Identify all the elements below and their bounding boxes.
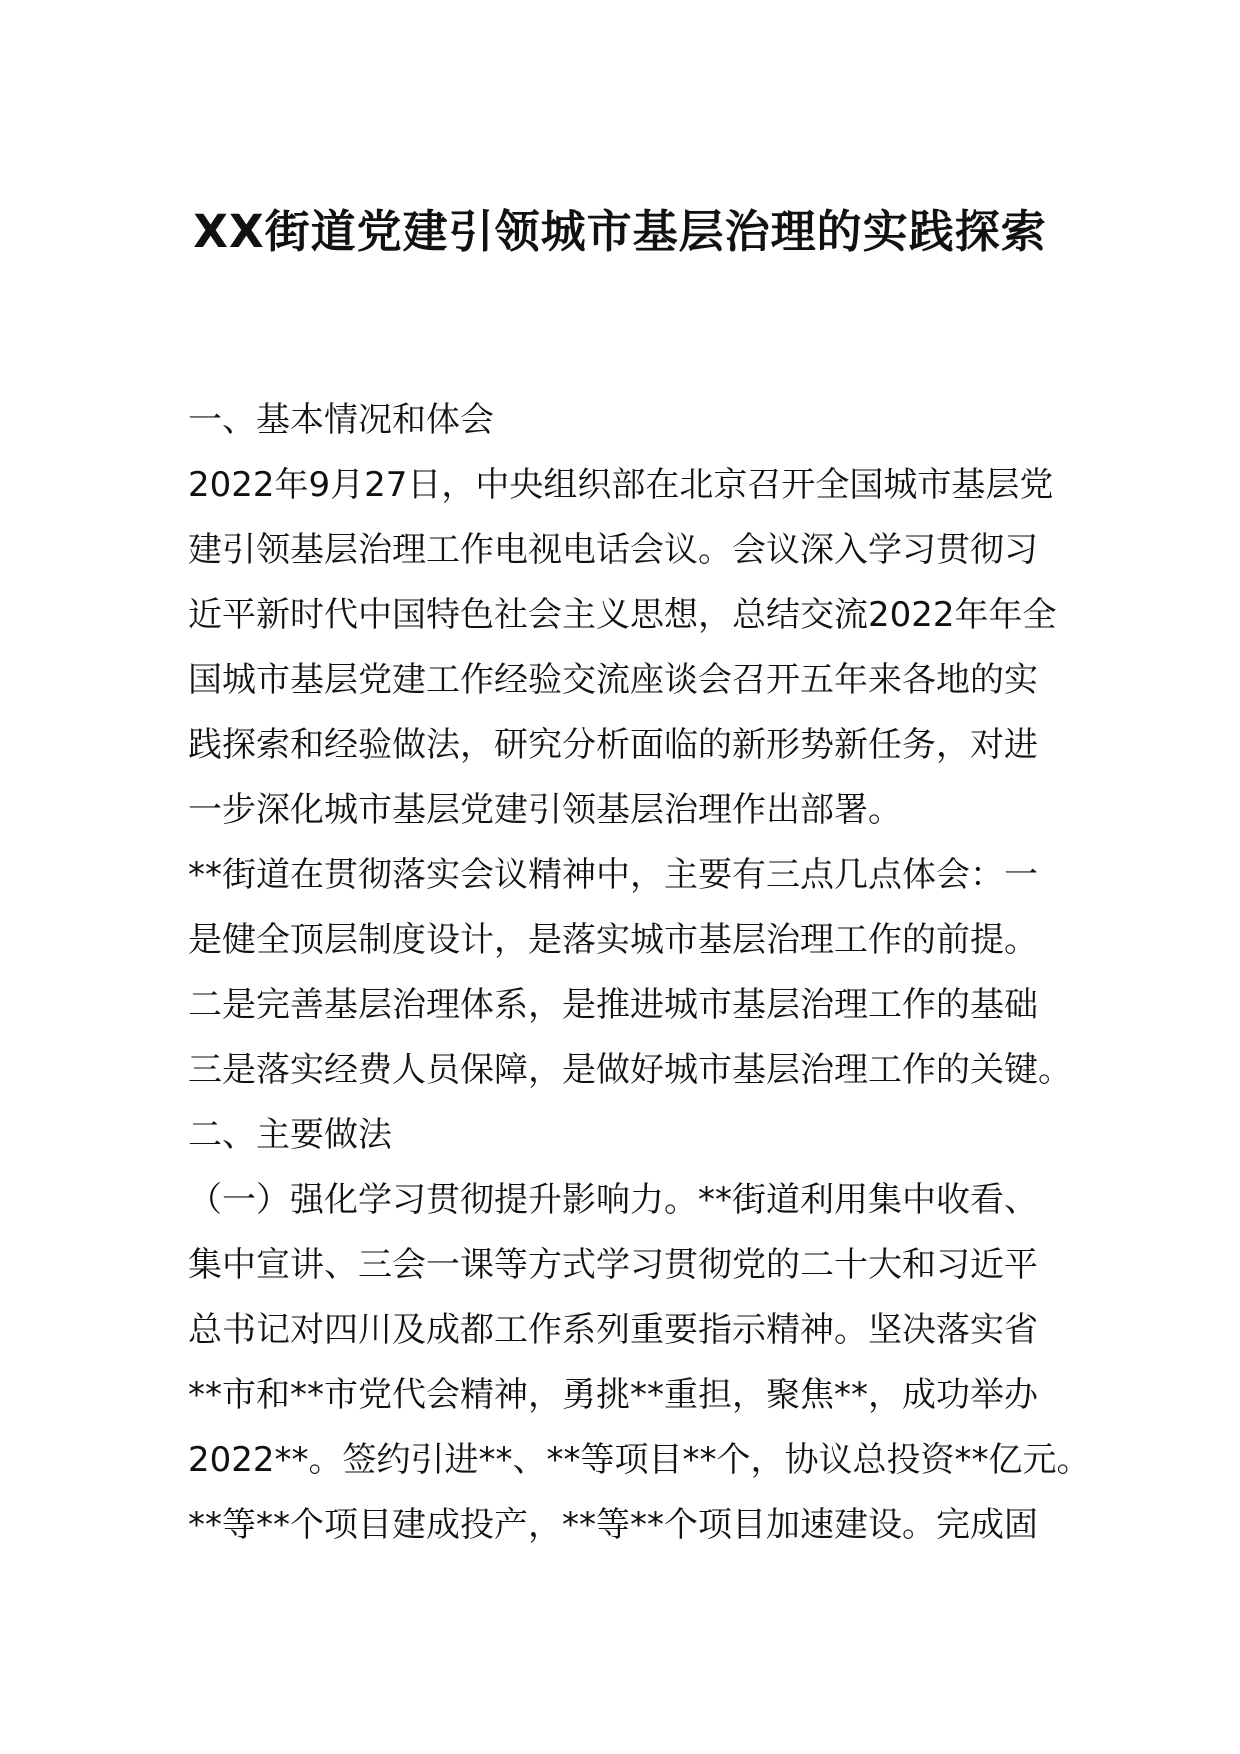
body-line: **街道在贯彻落实会议精神中，主要有三点几点体会：一	[188, 855, 1038, 895]
body-line: 三是落实经费人员保障，是做好城市基层治理工作的关键。	[188, 1050, 1072, 1090]
section-heading-1: 一、基本情况和体会	[188, 400, 494, 440]
body-line: 建引领基层治理工作电视电话会议。会议深入学习贯彻习	[188, 530, 1038, 570]
body-line: 国城市基层党建工作经验交流座谈会召开五年来各地的实	[188, 660, 1038, 700]
body-line: 二是完善基层治理体系，是推进城市基层治理工作的基础	[188, 985, 1038, 1025]
body-line: 近平新时代中国特色社会主义思想，总结交流2022年年全	[188, 595, 1057, 635]
body-line: 2022年9月27日，中央组织部在北京召开全国城市基层党	[188, 465, 1054, 505]
section-heading-2: 二、主要做法	[188, 1115, 392, 1155]
body-line: 总书记对四川及成都工作系列重要指示精神。坚决落实省	[188, 1310, 1038, 1350]
document-body	[188, 388, 1091, 1558]
body-line: 2022**。签约引进**、**等项目**个，协议总投资**亿元。	[188, 1440, 1091, 1480]
body-line: **等**个项目建成投产，**等**个项目加速建设。完成固	[188, 1505, 1038, 1545]
body-line: **市和**市党代会精神，勇挑**重担，聚焦**，成功举办	[188, 1375, 1038, 1415]
body-line: 一步深化城市基层党建引领基层治理作出部署。	[188, 790, 902, 830]
body-line: 集中宣讲、三会一课等方式学习贯彻党的二十大和习近平	[188, 1245, 1038, 1285]
body-line: 践探索和经验做法，研究分析面临的新形势新任务，对进	[188, 725, 1038, 765]
document-title: XX街道党建引领城市基层治理的实践探索	[193, 205, 1047, 258]
body-line: 是健全顶层制度设计，是落实城市基层治理工作的前提。	[188, 920, 1038, 960]
body-line: （一）强化学习贯彻提升影响力。**街道利用集中收看、	[188, 1180, 1038, 1220]
